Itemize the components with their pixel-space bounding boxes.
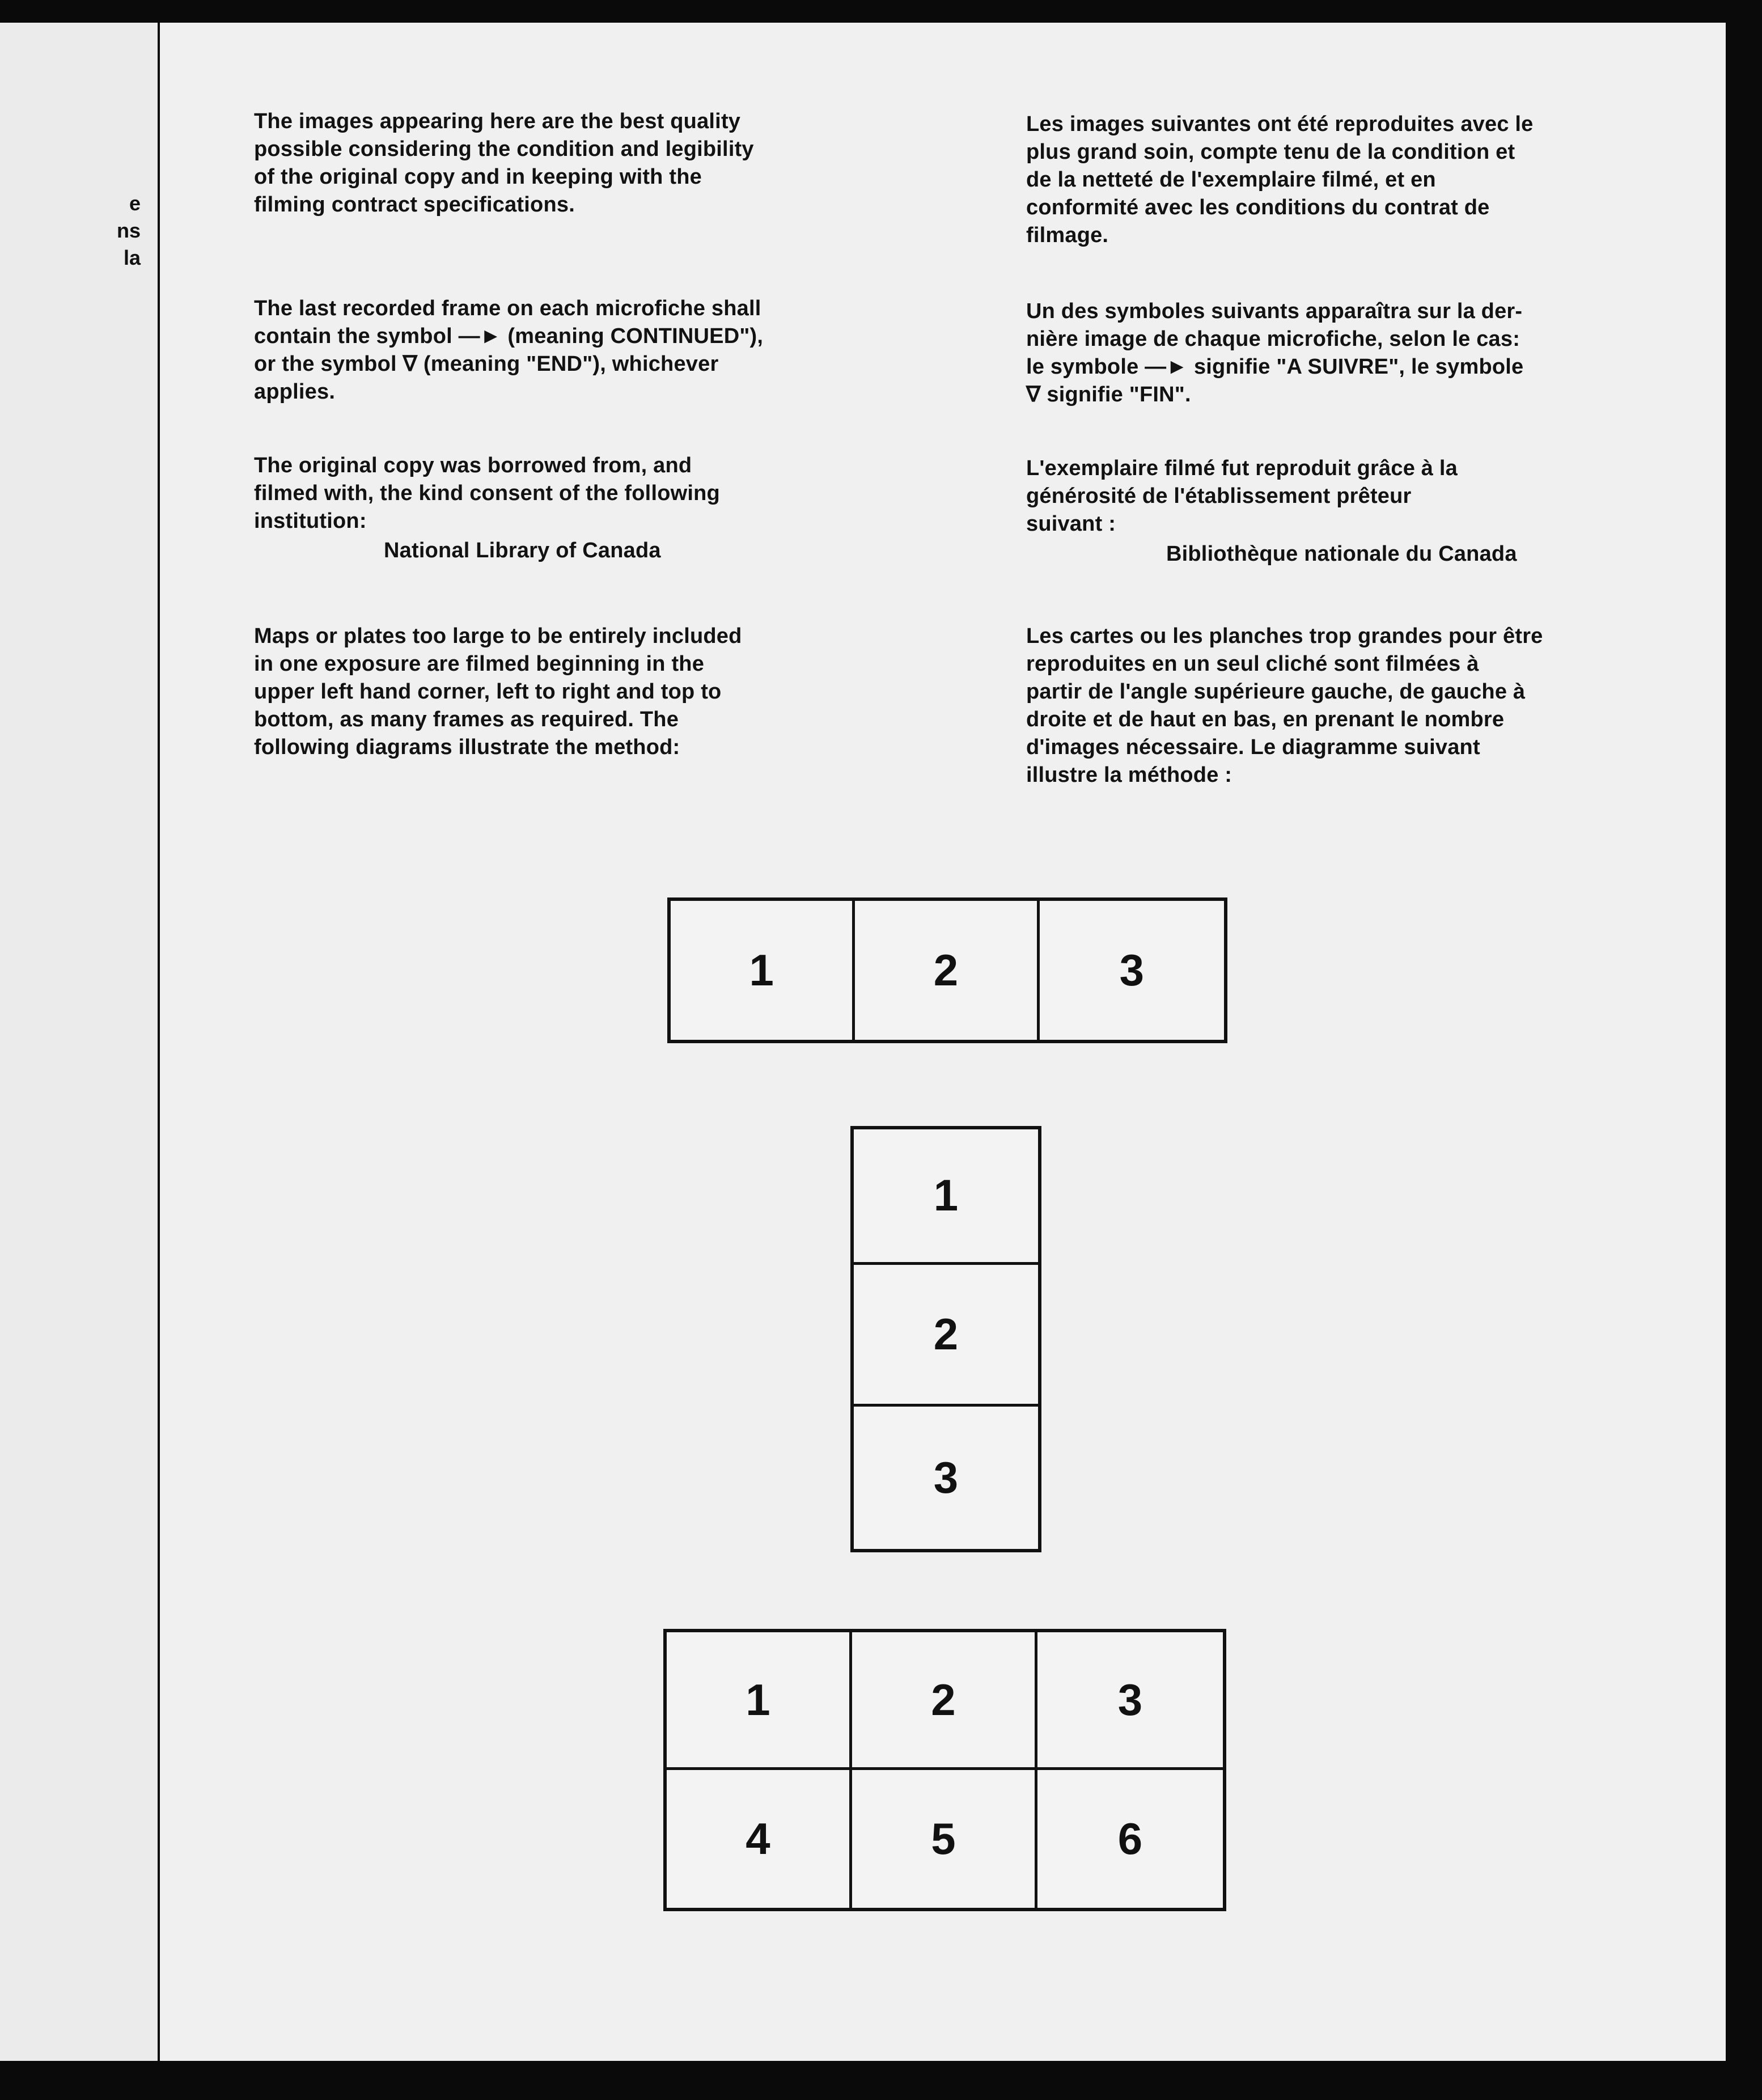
text-line: upper left hand corner, left to right and top to — [254, 680, 722, 704]
text-line: following diagrams illustrate the method: — [254, 735, 680, 759]
english-paragraph-institution — [254, 452, 720, 535]
diagram-two-by-three — [663, 1629, 1226, 1911]
frame-cell: 3 — [1119, 945, 1145, 995]
diagram-column-of-three — [850, 1126, 1041, 1552]
text-line: possible considering the condition and legibility — [254, 137, 754, 161]
text-line: Un des symboles suivants apparaîtra sur la der- — [1026, 299, 1523, 323]
frame-cell: 2 — [854, 1265, 1038, 1407]
frame-cell: 1 — [667, 1632, 852, 1770]
english-paragraph-symbols — [254, 295, 763, 406]
document-page — [160, 23, 1726, 2061]
text-line: Maps or plates too large to be entirely included — [254, 624, 742, 648]
diagram-row-of-three — [667, 897, 1227, 1043]
frame-cell: 6 — [1117, 1814, 1143, 1864]
text-line: suivant : — [1026, 512, 1116, 536]
text-line: ∇ signifie "FIN". — [1026, 383, 1191, 407]
frame-cell: 2 — [852, 1632, 1037, 1770]
text-line: nière image de chaque microfiche, selon le cas: — [1026, 327, 1520, 351]
english-institution-name: National Library of Canada — [384, 539, 661, 562]
text-line: filmage. — [1026, 223, 1109, 247]
frame-cell: 5 — [852, 1770, 1037, 1908]
text-line: The images appearing here are the best quality — [254, 109, 741, 133]
english-paragraph-maps — [254, 623, 742, 761]
french-paragraph-maps — [1026, 623, 1543, 789]
frame-cell: 2 — [855, 901, 1039, 1040]
text-line: of the original copy and in keeping with the — [254, 165, 702, 189]
text-line: bottom, as many frames as required. The — [254, 708, 679, 731]
text-line: filmed with, the kind consent of the following — [254, 481, 720, 505]
french-paragraph-symbols — [1026, 298, 1523, 409]
french-paragraph-quality — [1026, 111, 1534, 249]
left-fragment-line: la — [123, 246, 141, 269]
frame-cell: 4 — [667, 1770, 852, 1908]
text-line: The last recorded frame on each microfiche shall — [254, 297, 761, 320]
text-line: de la netteté de l'exemplaire filmé, et en — [1026, 168, 1436, 192]
text-line: institution: — [254, 509, 367, 533]
text-line: droite et de haut en bas, en prenant le nombre — [1026, 708, 1505, 731]
text-line: L'exemplaire filmé fut reproduit grâce à la — [1026, 456, 1458, 480]
text-line: contain the symbol —► (meaning CONTINUED"), — [254, 324, 764, 348]
text-line: plus grand soin, compte tenu de la condition et — [1026, 140, 1515, 164]
text-line: illustre la méthode : — [1026, 763, 1232, 787]
english-paragraph-quality — [254, 108, 754, 219]
french-institution-name: Bibliothèque nationale du Canada — [1166, 542, 1517, 566]
left-fragment-line: e — [129, 192, 141, 215]
frame-cell: 3 — [1037, 1632, 1223, 1770]
text-line: filming contract specifications. — [254, 193, 575, 217]
frame-cell: 1 — [671, 901, 855, 1040]
text-line: partir de l'angle supérieure gauche, de gauche à — [1026, 680, 1526, 704]
text-line: reproduites en un seul cliché sont filmées à — [1026, 652, 1479, 676]
frame-cell: 3 — [933, 1453, 959, 1503]
text-line: or the symbol ∇ (meaning "END"), whichever — [254, 352, 719, 376]
frame-cell: 1 — [854, 1129, 1038, 1265]
text-line: générosité de l'établissement prêteur — [1026, 484, 1412, 508]
text-line: le symbole —► signifie "A SUIVRE", le symbole — [1026, 355, 1524, 379]
adjacent-page-edge — [0, 23, 158, 2061]
text-line: in one exposure are filmed beginning in the — [254, 652, 705, 676]
text-line: applies. — [254, 380, 336, 404]
left-fragment-line: ns — [116, 219, 141, 242]
french-paragraph-institution — [1026, 455, 1458, 538]
text-line: Les cartes ou les planches trop grandes pour être — [1026, 624, 1543, 648]
text-line: conformité avec les conditions du contrat de — [1026, 196, 1490, 219]
text-line: d'images nécessaire. Le diagramme suivant — [1026, 735, 1480, 759]
text-line: The original copy was borrowed from, and — [254, 454, 692, 477]
text-line: Les images suivantes ont été reproduites avec le — [1026, 112, 1534, 136]
